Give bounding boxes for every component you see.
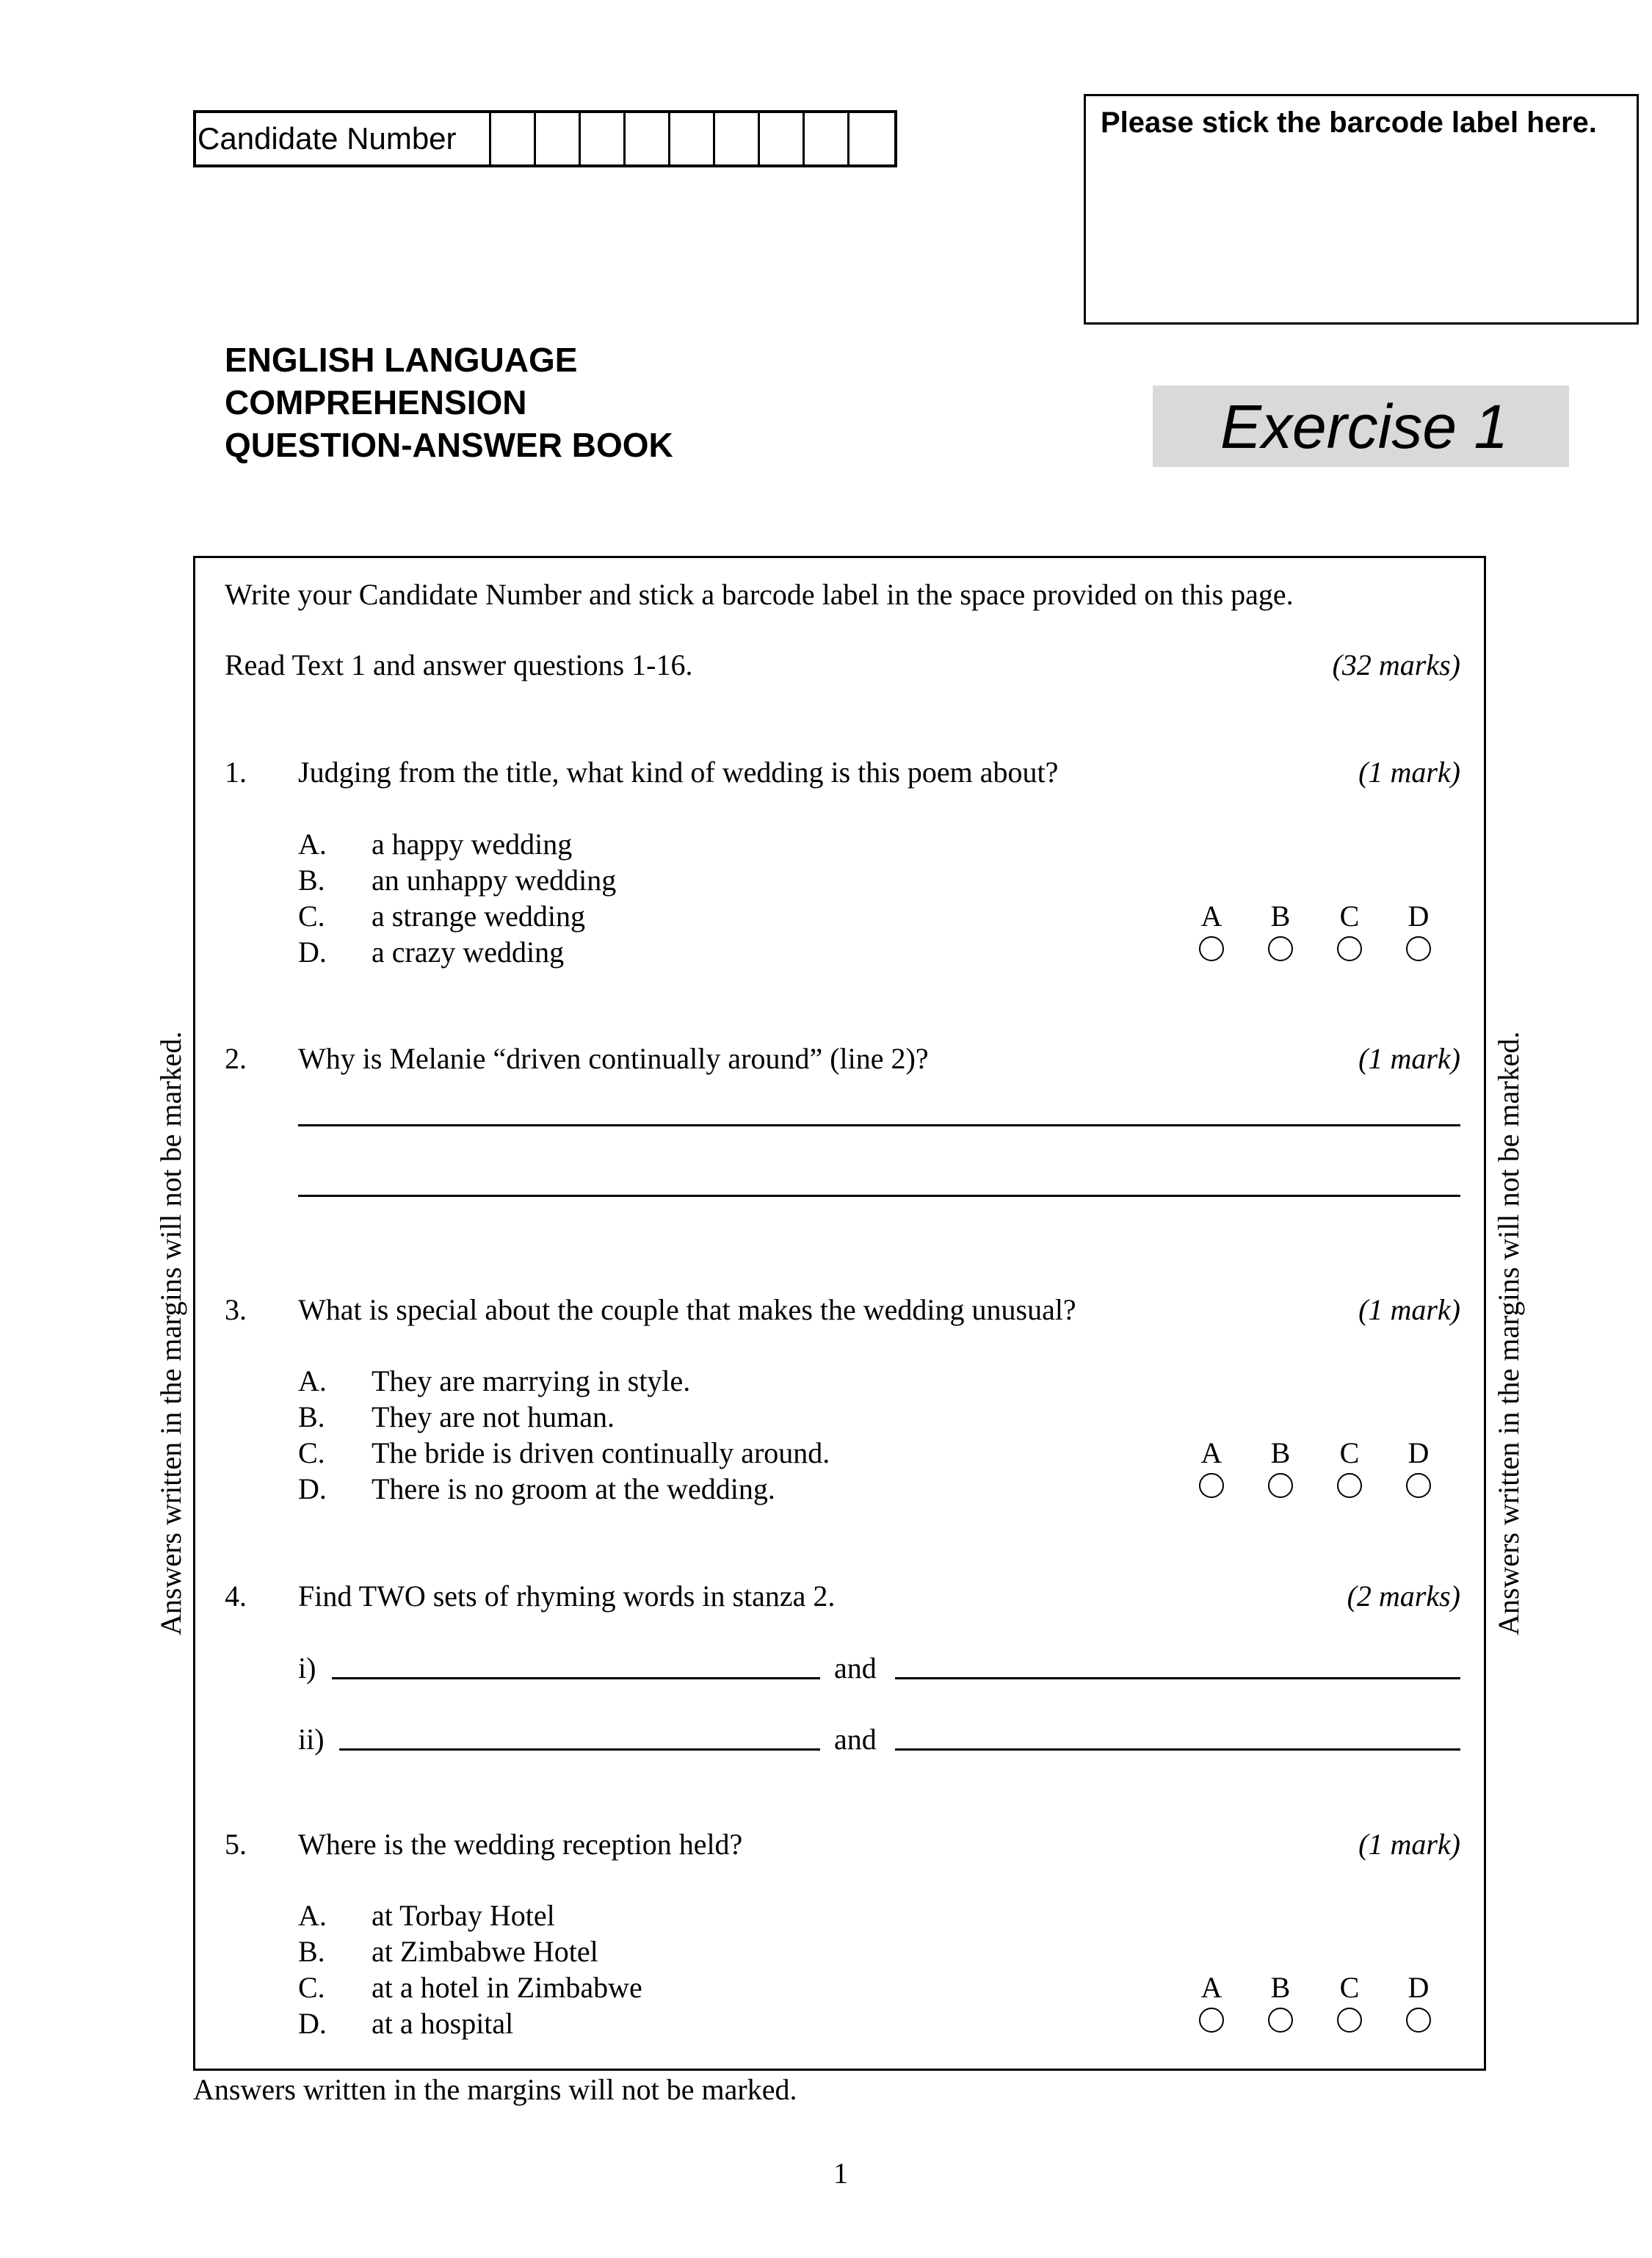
candidate-number-digit-1[interactable] (491, 113, 536, 164)
answer-bubble-d[interactable] (1406, 1473, 1431, 1498)
option-letter: C. (298, 1971, 325, 2004)
answer-bubble-c[interactable] (1337, 1473, 1362, 1498)
question-marks: (2 marks) (1347, 1579, 1460, 1613)
rhyme-blank-i-1[interactable] (332, 1677, 820, 1679)
title-line-1: ENGLISH LANGUAGE (225, 341, 578, 379)
footer-margin-note: Answers written in the margins will not be marked. (193, 2073, 797, 2106)
candidate-number-digit-3[interactable] (581, 113, 626, 164)
option-letter: A. (298, 828, 327, 861)
answer-bubble-d[interactable] (1406, 2008, 1431, 2033)
question-number: 2. (225, 1042, 247, 1075)
exercise-label: Exercise 1 (1220, 392, 1509, 461)
answer-bubble-c[interactable] (1337, 2008, 1362, 2033)
question-marks: (1 mark) (1358, 1293, 1460, 1326)
question-number: 5. (225, 1828, 247, 1861)
option-letter: B. (298, 1400, 325, 1433)
pair-joiner: and (834, 1651, 877, 1685)
bubble-label-c: C (1339, 1971, 1360, 2004)
title-line-2: COMPREHENSION (225, 383, 527, 421)
option-letter: D. (298, 1472, 327, 1505)
answer-bubble-d[interactable] (1406, 936, 1431, 961)
option-text: at a hotel in Zimbabwe (372, 1971, 642, 2004)
answer-bubble-b[interactable] (1268, 1473, 1293, 1498)
answer-line-2[interactable] (298, 1195, 1460, 1197)
rhyme-blank-ii-2[interactable] (895, 1748, 1460, 1751)
question-marks: (1 mark) (1358, 756, 1460, 789)
bubble-label-d: D (1408, 1436, 1430, 1469)
bubble-label-a: A (1200, 1436, 1222, 1469)
bubble-label-b: B (1270, 1436, 1291, 1469)
bubble-label-d: D (1408, 1971, 1430, 2004)
option-letter: A. (298, 1364, 327, 1397)
candidate-number-label: Candidate Number (196, 113, 491, 164)
question-text: Judging from the title, what kind of wedding is this poem about? (298, 756, 1059, 789)
option-letter: C. (298, 1436, 325, 1469)
option-text: at a hospital (372, 2007, 514, 2040)
total-marks: (32 marks) (1332, 648, 1460, 681)
question-number: 1. (225, 756, 247, 789)
question-text: Why is Melanie “driven continually around” (line 2)? (298, 1042, 929, 1075)
pair-joiner: and (834, 1723, 877, 1756)
option-letter: D. (298, 936, 327, 969)
left-margin-note: Answers written in the margins will not be marked. (154, 1031, 187, 1635)
candidate-number-digit-5[interactable] (670, 113, 715, 164)
rhyme-blank-i-2[interactable] (895, 1677, 1460, 1679)
bubble-label-b: B (1270, 1971, 1291, 2004)
question-text: What is special about the couple that makes the wedding unusual? (298, 1293, 1076, 1326)
instruction-line-1: Write your Candidate Number and stick a barcode label in the space provided on this page. (225, 578, 1294, 611)
option-letter: B. (298, 1935, 325, 1968)
option-text: at Zimbabwe Hotel (372, 1935, 598, 1968)
option-text: an unhappy wedding (372, 864, 617, 897)
question-number: 3. (225, 1293, 247, 1326)
candidate-number-digit-4[interactable] (626, 113, 670, 164)
bubble-label-b: B (1270, 900, 1291, 933)
candidate-number-digit-9[interactable] (849, 113, 894, 164)
barcode-label-area (1084, 94, 1639, 325)
answer-bubble-a[interactable] (1199, 1473, 1224, 1498)
question-text: Find TWO sets of rhyming words in stanza 2. (298, 1579, 836, 1613)
candidate-number-digit-8[interactable] (805, 113, 849, 164)
question-number: 4. (225, 1579, 247, 1613)
bubble-label-a: A (1200, 1971, 1222, 2004)
pair-label-ii: ii) (298, 1723, 325, 1756)
answer-line-1[interactable] (298, 1124, 1460, 1126)
option-text: a strange wedding (372, 900, 586, 933)
right-margin-note: Answers written in the margins will not be marked. (1492, 1031, 1525, 1635)
rhyme-blank-ii-1[interactable] (339, 1748, 820, 1751)
candidate-number-box (193, 110, 897, 167)
bubble-label-a: A (1200, 900, 1222, 933)
option-letter: D. (298, 2007, 327, 2040)
exercise-box (1153, 386, 1569, 467)
candidate-number-digit-7[interactable] (760, 113, 805, 164)
bubble-label-c: C (1339, 900, 1360, 933)
barcode-instruction: Please stick the barcode label here. (1101, 106, 1597, 139)
page-number: 1 (833, 2157, 848, 2190)
answer-bubble-b[interactable] (1268, 2008, 1293, 2033)
answer-bubble-a[interactable] (1199, 2008, 1224, 2033)
option-letter: A. (298, 1899, 327, 1932)
bubble-label-c: C (1339, 1436, 1360, 1469)
candidate-number-digit-6[interactable] (715, 113, 760, 164)
option-text: They are not human. (372, 1400, 615, 1433)
instruction-line-2: Read Text 1 and answer questions 1-16. (225, 648, 693, 681)
option-letter: C. (298, 900, 325, 933)
option-text: There is no groom at the wedding. (372, 1472, 775, 1505)
option-text: at Torbay Hotel (372, 1899, 555, 1932)
option-letter: B. (298, 864, 325, 897)
bubble-label-d: D (1408, 900, 1430, 933)
candidate-number-digit-2[interactable] (536, 113, 581, 164)
answer-bubble-c[interactable] (1337, 936, 1362, 961)
title-line-3: QUESTION-ANSWER BOOK (225, 426, 673, 464)
answer-bubble-b[interactable] (1268, 936, 1293, 961)
option-text: a crazy wedding (372, 936, 565, 969)
question-text: Where is the wedding reception held? (298, 1828, 743, 1861)
option-text: The bride is driven continually around. (372, 1436, 830, 1469)
question-marks: (1 mark) (1358, 1828, 1460, 1861)
pair-label-i: i) (298, 1651, 316, 1685)
option-text: They are marrying in style. (372, 1364, 691, 1397)
answer-bubble-a[interactable] (1199, 936, 1224, 961)
option-text: a happy wedding (372, 828, 573, 861)
question-marks: (1 mark) (1358, 1042, 1460, 1075)
